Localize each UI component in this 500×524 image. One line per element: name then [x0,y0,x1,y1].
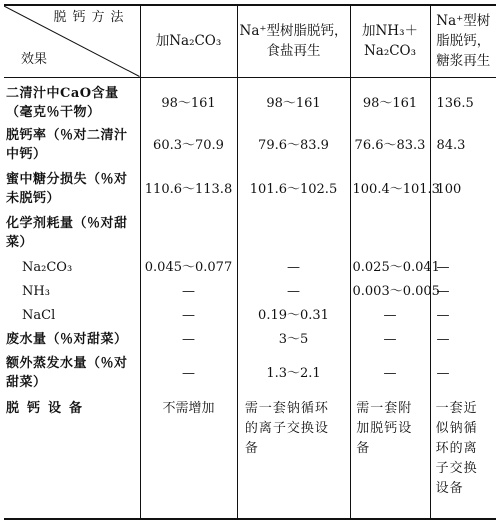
table-cell: 100.4～101.3 [350,167,430,211]
table-cell [350,211,430,255]
table-cell: — [430,303,496,327]
corner-header-cell [4,5,140,77]
table-cell: — [350,327,430,351]
cell-text: 需一套附加脱钙设备 [356,401,413,456]
table-cell: 0.025～0.041 [350,255,430,279]
row-label: 化学剂耗量（％对甜菜） [6,216,128,250]
corner-bottom-label: 效果 [20,51,47,67]
table-cell: — [430,255,496,279]
table-cell [237,211,350,255]
cell-text: 需一套钠循环的离子交换设备 [244,401,329,456]
table-cell: 98～161 [237,77,350,123]
table-cell: — [140,279,237,303]
table-cell: — [140,327,237,351]
table-cell: — [237,255,350,279]
table-cell: 79.6～83.9 [237,123,350,167]
table-cell: 60.3～70.9 [140,123,237,167]
table-row [4,351,496,395]
table-cell [430,395,496,519]
table-cell: 136.5 [430,77,496,123]
row-label: NH₃ [22,283,50,299]
table-cell [350,395,430,519]
table-cell [237,395,350,519]
table-cell: 不需增加 [140,395,237,519]
table-cell: 0.003～0.005 [350,279,430,303]
table-cell: 110.6～113.8 [140,167,237,211]
row-label: 额外蒸发水量（％对甜菜） [6,356,128,390]
row-label: 二清汁中CaO含量（毫克％干物） [6,86,119,121]
cell-text: 一套近似钠循环的离子交换设备 [435,401,478,496]
table-cell: 1.3～2.1 [237,351,350,395]
table-row [4,167,496,211]
table-cell: 84.3 [430,123,496,167]
table-cell: 0.045～0.077 [140,255,237,279]
table-cell: 101.6～102.5 [237,167,350,211]
row-label: 脱钙率（％对二清汁中钙） [6,128,128,162]
method-header-4: Na⁺型树脂脱钙，糖浆再生 [430,5,496,77]
row-label: 脱钙设备 [6,401,91,416]
table-cell: 98～161 [140,77,237,123]
method-header-3: 加NH₃＋Na₂CO₃ [350,5,430,77]
table-cell: — [430,351,496,395]
table-cell: — [350,351,430,395]
row-label: Na₂CO₃ [22,259,73,275]
table-cell: — [140,303,237,327]
table-cell: — [430,327,496,351]
table-row [4,123,496,167]
table-row [4,211,496,255]
header-row [4,5,496,77]
table-row [4,395,496,519]
table-cell: 0.19～0.31 [237,303,350,327]
table-cell: — [430,279,496,303]
row-label: 废水量（％对甜菜） [6,331,128,347]
table-row [4,327,496,351]
table-cell: 3～5 [237,327,350,351]
table-cell: — [350,303,430,327]
table-cell: — [140,351,237,395]
table-cell [430,211,496,255]
table-cell: — [237,279,350,303]
table-cell: 100 [430,167,496,211]
table-row [4,255,496,279]
method-header-1: 加Na₂CO₃ [140,5,237,77]
table-cell: 76.6～83.3 [350,123,430,167]
row-label: 蜜中糖分损失（％对未脱钙） [6,172,128,206]
table-cell [140,211,237,255]
method-header-2: Na⁺型树脂脱钙，食盐再生 [237,5,350,77]
corner-top-label: 脱钙方法 [53,10,130,25]
table-row [4,279,496,303]
decalcification-comparison-table [4,4,496,520]
table-cell: 98～161 [350,77,430,123]
row-label: NaCl [22,307,56,323]
table-row [4,303,496,327]
table-row [4,77,496,123]
